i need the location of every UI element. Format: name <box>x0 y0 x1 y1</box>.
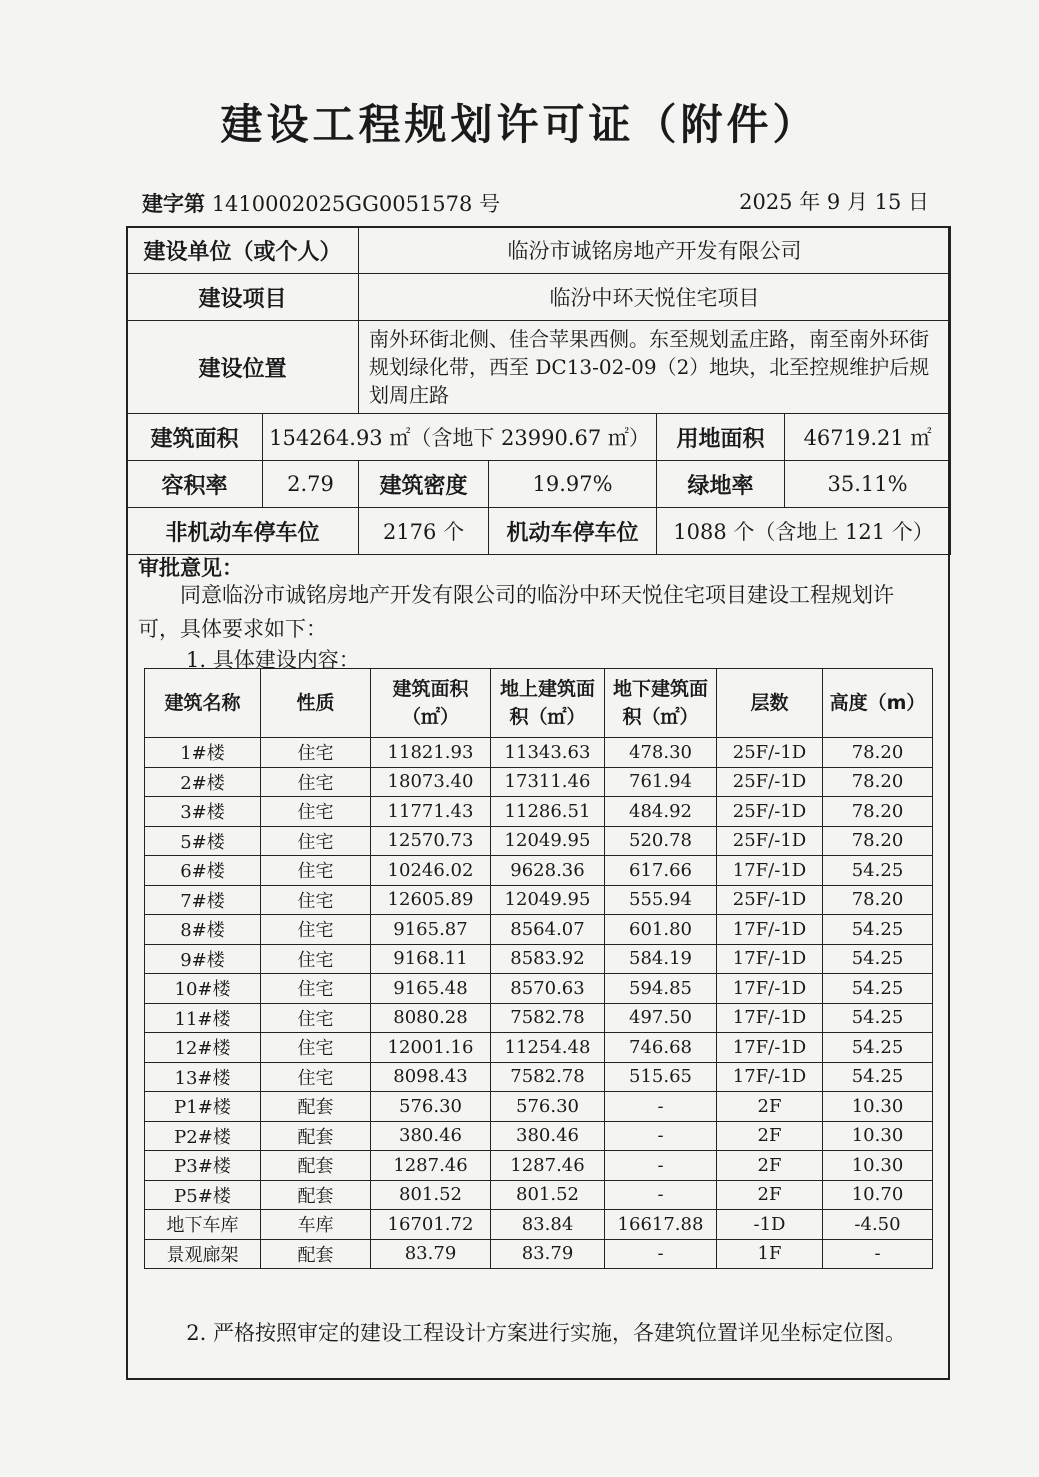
cell-floors: 2F <box>717 1180 823 1210</box>
cell-height: 54.25 <box>823 856 933 886</box>
cell-height: 10.30 <box>823 1121 933 1151</box>
table-row <box>145 1151 933 1181</box>
cell-type: 配套 <box>261 1151 371 1181</box>
location-value: 南外环街北侧、佳合苹果西侧。东至规划孟庄路，南至南外环街规划绿化带，西至 DC13-02-09（2）地块，北至控规维护后规划周庄路 <box>359 321 951 414</box>
cell-total-area: 16701.72 <box>371 1210 491 1240</box>
table-row <box>145 1092 933 1122</box>
cell-floors: 25F/-1D <box>717 738 823 768</box>
floor-area-label: 建筑面积 <box>127 414 263 461</box>
document-number-value: 1410002025GG0051578 <box>211 192 473 216</box>
table-row <box>145 885 933 915</box>
cell-height: 54.25 <box>823 915 933 945</box>
cell-below-area: - <box>605 1239 717 1269</box>
cell-total-area: 576.30 <box>371 1092 491 1122</box>
cell-above-area: 12049.95 <box>491 826 605 856</box>
document-date: 2025 年 9 月 15 日 <box>739 190 929 214</box>
cell-total-area: 83.79 <box>371 1239 491 1269</box>
cell-type: 住宅 <box>261 1003 371 1033</box>
header-floors: 层数 <box>717 669 823 738</box>
cell-above-area: 11343.63 <box>491 738 605 768</box>
cell-floors: 25F/-1D <box>717 826 823 856</box>
header-height: 高度（m） <box>823 669 933 738</box>
cell-above-area: 11254.48 <box>491 1033 605 1063</box>
cell-above-area: 11286.51 <box>491 797 605 827</box>
document-number-suffix: 号 <box>479 192 501 216</box>
cell-name: 13#楼 <box>145 1062 261 1092</box>
cell-type: 住宅 <box>261 974 371 1004</box>
table-row <box>145 797 933 827</box>
cell-name: 10#楼 <box>145 974 261 1004</box>
cell-height: 78.20 <box>823 797 933 827</box>
table-row <box>145 1239 933 1269</box>
cell-total-area: 18073.40 <box>371 767 491 797</box>
cell-name: 8#楼 <box>145 915 261 945</box>
opinion-text: 同意临汾市诚铭房地产开发有限公司的临汾中环天悦住宅项目建设工程规划许可，具体要求如下： <box>138 583 894 641</box>
cell-above-area: 8570.63 <box>491 974 605 1004</box>
land-area-value: 46719.21 ㎡ <box>785 414 951 461</box>
table-row <box>145 1121 933 1151</box>
table-row <box>145 1003 933 1033</box>
cell-type: 配套 <box>261 1121 371 1151</box>
cell-height: 10.30 <box>823 1092 933 1122</box>
cell-height: -4.50 <box>823 1210 933 1240</box>
far-label: 容积率 <box>127 461 263 508</box>
cell-total-area: 11821.93 <box>371 738 491 768</box>
cell-total-area: 8098.43 <box>371 1062 491 1092</box>
cell-name: P2#楼 <box>145 1121 261 1151</box>
opinion-item-1: 1. 具体建设内容： <box>186 648 360 672</box>
cell-floors: 17F/-1D <box>717 1003 823 1033</box>
table-row <box>145 738 933 768</box>
cell-name: P1#楼 <box>145 1092 261 1122</box>
project-value: 临汾中环天悦住宅项目 <box>359 274 951 321</box>
density-value: 19.97% <box>489 461 657 508</box>
cell-total-area: 10246.02 <box>371 856 491 886</box>
table-row <box>145 915 933 945</box>
unit-label: 建设单位（或个人） <box>127 227 359 274</box>
nonmotor-value: 2176 个 <box>359 508 489 555</box>
cell-height: 78.20 <box>823 738 933 768</box>
unit-value: 临汾市诚铭房地产开发有限公司 <box>359 227 951 274</box>
cell-above-area: 83.84 <box>491 1210 605 1240</box>
cell-type: 住宅 <box>261 767 371 797</box>
header-total-area: 建筑面积（㎡） <box>371 669 491 738</box>
cell-floors: 2F <box>717 1151 823 1181</box>
table-row <box>145 1062 933 1092</box>
opinion-item-2: 2. 严格按照审定的建设工程设计方案进行实施，各建筑位置详见坐标定位图。 <box>186 1321 907 1345</box>
cell-below-area: 555.94 <box>605 885 717 915</box>
cell-above-area: 83.79 <box>491 1239 605 1269</box>
cell-type: 配套 <box>261 1239 371 1269</box>
cell-above-area: 8564.07 <box>491 915 605 945</box>
cell-above-area: 8583.92 <box>491 944 605 974</box>
cell-above-area: 801.52 <box>491 1180 605 1210</box>
table-row <box>145 1033 933 1063</box>
cell-above-area: 7582.78 <box>491 1062 605 1092</box>
cell-total-area: 9168.11 <box>371 944 491 974</box>
cell-floors: 25F/-1D <box>717 797 823 827</box>
table-row <box>145 856 933 886</box>
cell-below-area: 515.65 <box>605 1062 717 1092</box>
cell-name: 1#楼 <box>145 738 261 768</box>
cell-type: 配套 <box>261 1180 371 1210</box>
motor-value: 1088 个（含地上 121 个） <box>657 508 951 555</box>
cell-height: 54.25 <box>823 1003 933 1033</box>
cell-below-area: 746.68 <box>605 1033 717 1063</box>
cell-below-area: - <box>605 1180 717 1210</box>
cell-above-area: 12049.95 <box>491 885 605 915</box>
cell-below-area: 617.66 <box>605 856 717 886</box>
cell-total-area: 380.46 <box>371 1121 491 1151</box>
cell-type: 配套 <box>261 1092 371 1122</box>
cell-below-area: 497.50 <box>605 1003 717 1033</box>
cell-above-area: 1287.46 <box>491 1151 605 1181</box>
cell-type: 住宅 <box>261 826 371 856</box>
cell-height: 10.70 <box>823 1180 933 1210</box>
cell-floors: 2F <box>717 1092 823 1122</box>
cell-name: P3#楼 <box>145 1151 261 1181</box>
cell-above-area: 17311.46 <box>491 767 605 797</box>
cell-below-area: 601.80 <box>605 915 717 945</box>
document-number <box>142 188 500 218</box>
cell-height: 10.30 <box>823 1151 933 1181</box>
cell-height: 54.25 <box>823 1033 933 1063</box>
cell-total-area: 11771.43 <box>371 797 491 827</box>
cell-type: 住宅 <box>261 856 371 886</box>
cell-total-area: 801.52 <box>371 1180 491 1210</box>
cell-total-area: 8080.28 <box>371 1003 491 1033</box>
cell-below-area: 520.78 <box>605 826 717 856</box>
cell-below-area: - <box>605 1151 717 1181</box>
cell-name: 2#楼 <box>145 767 261 797</box>
cell-total-area: 1287.46 <box>371 1151 491 1181</box>
density-label: 建筑密度 <box>359 461 489 508</box>
cell-below-area: - <box>605 1092 717 1122</box>
cell-below-area: 16617.88 <box>605 1210 717 1240</box>
cell-name: 5#楼 <box>145 826 261 856</box>
table-row <box>145 974 933 1004</box>
cell-floors: -1D <box>717 1210 823 1240</box>
cell-total-area: 12605.89 <box>371 885 491 915</box>
cell-total-area: 9165.87 <box>371 915 491 945</box>
cell-height: 78.20 <box>823 885 933 915</box>
cell-floors: 17F/-1D <box>717 1033 823 1063</box>
cell-height: 54.25 <box>823 944 933 974</box>
cell-floors: 1F <box>717 1239 823 1269</box>
cell-type: 住宅 <box>261 944 371 974</box>
cell-floors: 17F/-1D <box>717 944 823 974</box>
cell-total-area: 9165.48 <box>371 974 491 1004</box>
cell-floors: 17F/-1D <box>717 915 823 945</box>
table-row <box>145 1210 933 1240</box>
cell-floors: 25F/-1D <box>717 885 823 915</box>
cell-type: 车库 <box>261 1210 371 1240</box>
green-label: 绿地率 <box>657 461 785 508</box>
land-area-label: 用地面积 <box>657 414 785 461</box>
cell-type: 住宅 <box>261 915 371 945</box>
header-type: 性质 <box>261 669 371 738</box>
cell-below-area: - <box>605 1121 717 1151</box>
cell-below-area: 761.94 <box>605 767 717 797</box>
building-table <box>144 668 933 1269</box>
cell-name: P5#楼 <box>145 1180 261 1210</box>
motor-label: 机动车停车位 <box>489 508 657 555</box>
cell-name: 3#楼 <box>145 797 261 827</box>
cell-floors: 17F/-1D <box>717 1062 823 1092</box>
cell-floors: 25F/-1D <box>717 767 823 797</box>
cell-type: 住宅 <box>261 738 371 768</box>
cell-floors: 2F <box>717 1121 823 1151</box>
cell-type: 住宅 <box>261 885 371 915</box>
header-below-area: 地下建筑面积（㎡） <box>605 669 717 738</box>
info-table <box>126 226 951 555</box>
cell-height: - <box>823 1239 933 1269</box>
cell-below-area: 584.19 <box>605 944 717 974</box>
cell-type: 住宅 <box>261 797 371 827</box>
header-name: 建筑名称 <box>145 669 261 738</box>
cell-above-area: 576.30 <box>491 1092 605 1122</box>
nonmotor-label: 非机动车停车位 <box>127 508 359 555</box>
cell-type: 住宅 <box>261 1062 371 1092</box>
header-above-area: 地上建筑面积（㎡） <box>491 669 605 738</box>
cell-name: 6#楼 <box>145 856 261 886</box>
location-label: 建设位置 <box>127 321 359 414</box>
cell-below-area: 478.30 <box>605 738 717 768</box>
table-row <box>145 1180 933 1210</box>
cell-name: 7#楼 <box>145 885 261 915</box>
cell-name: 12#楼 <box>145 1033 261 1063</box>
table-row <box>145 826 933 856</box>
cell-above-area: 380.46 <box>491 1121 605 1151</box>
cell-name: 地下车库 <box>145 1210 261 1240</box>
cell-total-area: 12570.73 <box>371 826 491 856</box>
document-number-label: 建字第 <box>142 192 205 216</box>
far-value: 2.79 <box>263 461 359 508</box>
cell-above-area: 7582.78 <box>491 1003 605 1033</box>
cell-total-area: 12001.16 <box>371 1033 491 1063</box>
cell-above-area: 9628.36 <box>491 856 605 886</box>
floor-area-value: 154264.93 ㎡（含地下 23990.67 ㎡） <box>263 414 657 461</box>
cell-name: 9#楼 <box>145 944 261 974</box>
table-row <box>145 944 933 974</box>
cell-height: 54.25 <box>823 974 933 1004</box>
cell-height: 54.25 <box>823 1062 933 1092</box>
cell-height: 78.20 <box>823 826 933 856</box>
cell-below-area: 594.85 <box>605 974 717 1004</box>
cell-name: 11#楼 <box>145 1003 261 1033</box>
table-row <box>145 767 933 797</box>
cell-floors: 17F/-1D <box>717 974 823 1004</box>
document-title: 建设工程规划许可证（附件） <box>220 100 819 149</box>
cell-height: 78.20 <box>823 767 933 797</box>
cell-below-area: 484.92 <box>605 797 717 827</box>
cell-name: 景观廊架 <box>145 1239 261 1269</box>
green-value: 35.11% <box>785 461 951 508</box>
cell-floors: 17F/-1D <box>717 856 823 886</box>
project-label: 建设项目 <box>127 274 359 321</box>
cell-type: 住宅 <box>261 1033 371 1063</box>
opinion-title: 审批意见： <box>138 556 243 580</box>
building-table-header <box>145 669 933 738</box>
